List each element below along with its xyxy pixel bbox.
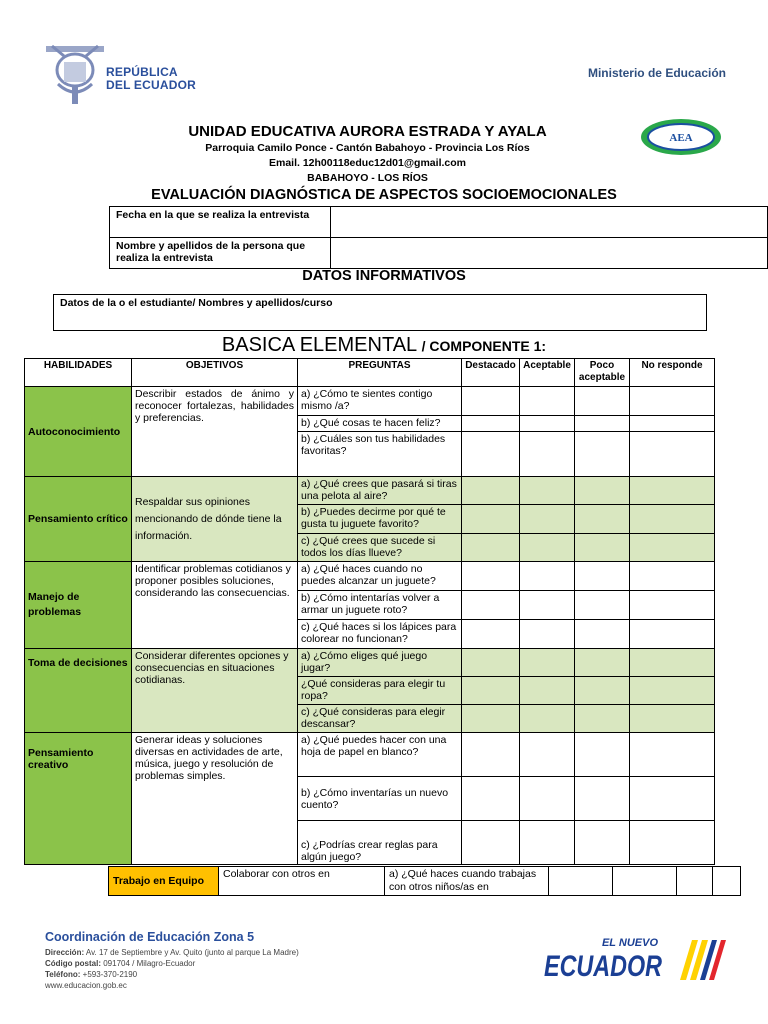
rating-cell[interactable] — [630, 677, 715, 705]
rating-cell[interactable] — [462, 387, 520, 416]
rating-cell[interactable] — [575, 777, 630, 821]
rating-cell[interactable] — [520, 534, 575, 562]
question-cell: a) ¿Qué haces cuando no puedes alcanzar un juguete? — [298, 562, 462, 591]
interview-date-label: Fecha en la que se realiza la entrevista — [110, 207, 331, 238]
rating-cell[interactable] — [520, 620, 575, 649]
rating-cell[interactable] — [575, 620, 630, 649]
objective-manejo-de-problemas: Identificar problemas cotidianos y proponer posibles soluciones, considerando las consecuencias. — [132, 562, 298, 649]
republica-label: REPÚBLICA DEL ECUADOR — [106, 65, 196, 92]
rating-cell[interactable] — [630, 591, 715, 620]
rating-cell[interactable] — [575, 562, 630, 591]
objective-pensamiento-creativo: Generar ideas y soluciones diversas en actividades de arte, música, juego y resolución de problemas simples. — [132, 733, 298, 865]
rating-cell[interactable] — [520, 562, 575, 591]
section-component: / COMPONENTE 1: — [421, 338, 547, 354]
rating-cell[interactable] — [677, 867, 713, 896]
rating-cell[interactable] — [575, 705, 630, 733]
skill-trabajo-en-equipo: Trabajo en Equipo — [109, 867, 219, 896]
footer-postal: Código postal: 091704 / Milagro-Ecuador — [45, 959, 196, 968]
school-address: Parroquia Camilo Ponce - Cantón Babahoyo - Provincia Los Ríos — [205, 142, 530, 154]
table-row — [25, 733, 715, 777]
rating-cell[interactable] — [462, 432, 520, 477]
rating-cell[interactable] — [630, 705, 715, 733]
question-cell: a) ¿Qué haces cuando trabajas con otros niños/as en — [385, 867, 549, 896]
rating-cell[interactable] — [575, 534, 630, 562]
rating-cell[interactable] — [462, 705, 520, 733]
rating-cell[interactable] — [520, 591, 575, 620]
header-destacado: Destacado — [462, 359, 520, 387]
student-data-field[interactable] — [53, 294, 707, 331]
evaluation-title: EVALUACIÓN DIAGNÓSTICA DE ASPECTOS SOCIOEMOCIONALES — [151, 187, 617, 203]
rating-cell[interactable] — [575, 591, 630, 620]
rating-cell[interactable] — [575, 821, 630, 865]
rating-cell[interactable] — [520, 477, 575, 505]
rating-cell[interactable] — [462, 733, 520, 777]
table-row — [25, 649, 715, 677]
header-preguntas: PREGUNTAS — [298, 359, 462, 387]
table-row — [109, 867, 741, 896]
footer-address: Dirección: Av. 17 de Septiembre y Av. Quito (junto al parque La Madre) — [45, 948, 299, 957]
skills-table — [24, 358, 715, 865]
datos-title: DATOS INFORMATIVOS — [302, 268, 466, 284]
objective-autoconocimiento: Describir estados de ánimo y reconocer fortalezas, habilidades y preferencias. — [132, 387, 298, 477]
footer-phone: Teléfono: +593-370-2190 — [45, 970, 138, 979]
objective-toma-de-decisiones: Considerar diferentes opciones y consecuencias en situaciones cotidianas. — [132, 649, 298, 733]
rating-cell[interactable] — [630, 505, 715, 534]
skill-pensamiento-creativo: Pensamiento creativo — [25, 733, 132, 865]
question-cell: a) ¿Qué puedes hacer con una hoja de papel en blanco? — [298, 733, 462, 777]
team-table — [108, 866, 741, 896]
rating-cell[interactable] — [462, 505, 520, 534]
rating-cell[interactable] — [713, 867, 741, 896]
school-logo-text: AEA — [669, 132, 693, 144]
question-cell: b) ¿Cuáles son tus habilidades favoritas? — [298, 432, 462, 477]
rating-cell[interactable] — [520, 677, 575, 705]
ecuador-coat-of-arms-icon — [44, 40, 106, 106]
rating-cell[interactable] — [462, 649, 520, 677]
rating-cell[interactable] — [520, 416, 575, 432]
header-habilidades: HABILIDADES — [25, 359, 132, 387]
school-name: UNIDAD EDUCATIVA AURORA ESTRADA Y AYALA — [188, 123, 547, 140]
skill-pensamiento-critico: Pensamiento crítico — [25, 477, 132, 562]
rating-cell[interactable] — [575, 432, 630, 477]
rating-cell[interactable] — [462, 562, 520, 591]
table-row — [25, 562, 715, 591]
rating-cell[interactable] — [462, 477, 520, 505]
question-cell: b) ¿Cómo inventarías un nuevo cuento? — [298, 777, 462, 821]
section-name: BASICA ELEMENTAL — [221, 334, 418, 356]
rating-cell[interactable] — [462, 591, 520, 620]
rating-cell[interactable] — [575, 677, 630, 705]
school-logo-icon — [640, 118, 722, 156]
header-poco-aceptable: Poco aceptable — [575, 359, 630, 387]
question-cell: b) ¿Cómo intentarías volver a armar un juguete roto? — [298, 591, 462, 620]
rating-cell[interactable] — [630, 733, 715, 777]
rating-cell[interactable] — [462, 677, 520, 705]
skill-autoconocimiento: Autoconocimiento — [25, 387, 132, 477]
question-cell: ¿Qué consideras para elegir tu ropa? — [298, 677, 462, 705]
rating-cell[interactable] — [549, 867, 613, 896]
rating-cell[interactable] — [575, 387, 630, 416]
question-cell: c) ¿Qué haces si los lápices para colorear no funcionan? — [298, 620, 462, 649]
rating-cell[interactable] — [630, 534, 715, 562]
header-aceptable: Aceptable — [520, 359, 575, 387]
rating-cell[interactable] — [462, 620, 520, 649]
rating-cell[interactable] — [520, 705, 575, 733]
rating-cell[interactable] — [462, 534, 520, 562]
rating-cell[interactable] — [575, 477, 630, 505]
rating-cell[interactable] — [630, 387, 715, 416]
rating-cell[interactable] — [613, 867, 677, 896]
rating-cell[interactable] — [520, 505, 575, 534]
objective-pensamiento-critico: Respaldar sus opiniones mencionando de dónde tiene la información. — [132, 477, 298, 562]
rating-cell[interactable] — [520, 649, 575, 677]
table-row — [25, 477, 715, 505]
rating-cell[interactable] — [630, 620, 715, 649]
rating-cell[interactable] — [520, 387, 575, 416]
rating-cell[interactable] — [630, 416, 715, 432]
footer-title: Coordinación de Educación Zona 5 — [45, 930, 255, 944]
question-cell: b) ¿Puedes decirme por qué te gusta tu juguete favorito? — [298, 505, 462, 534]
interviewer-name-label: Nombre y apellidos de la persona que realiza la entrevista — [110, 238, 331, 269]
footer-website[interactable]: www.educacion.gob.ec — [45, 981, 127, 990]
question-cell: c) ¿Podrías crear reglas para algún juego? — [298, 821, 462, 865]
rating-cell[interactable] — [520, 733, 575, 777]
rating-cell[interactable] — [630, 432, 715, 477]
interviewer-name-field[interactable] — [331, 238, 768, 269]
table-header-row — [25, 359, 715, 387]
question-cell: a) ¿Cómo eliges qué juego jugar? — [298, 649, 462, 677]
table-row — [25, 387, 715, 416]
rating-cell[interactable] — [630, 649, 715, 677]
rating-cell[interactable] — [462, 416, 520, 432]
rating-cell[interactable] — [575, 505, 630, 534]
rating-cell[interactable] — [575, 733, 630, 777]
school-city: BABAHOYO - LOS RÍOS — [307, 172, 428, 184]
question-cell: c) ¿Qué consideras para elegir descansar? — [298, 705, 462, 733]
rating-cell[interactable] — [630, 777, 715, 821]
question-cell: b) ¿Qué cosas te hacen feliz? — [298, 416, 462, 432]
student-data-label: Datos de la o el estudiante/ Nombres y apellidos/curso — [60, 297, 333, 309]
objective-trabajo-en-equipo: Colaborar con otros en — [219, 867, 385, 896]
interview-date-field[interactable] — [331, 207, 768, 238]
skill-toma-de-decisiones: Toma de decisiones — [25, 649, 132, 733]
rating-cell[interactable] — [630, 821, 715, 865]
svg-text:ECUADOR: ECUADOR — [544, 950, 663, 983]
skill-manejo-de-problemas: Manejo de problemas — [25, 562, 132, 649]
rating-cell[interactable] — [520, 777, 575, 821]
rating-cell[interactable] — [462, 777, 520, 821]
rating-cell[interactable] — [575, 416, 630, 432]
rating-cell[interactable] — [630, 477, 715, 505]
school-email: Email. 12h00118educ12d01@gmail.com — [268, 157, 466, 169]
rating-cell[interactable] — [520, 821, 575, 865]
rating-cell[interactable] — [462, 821, 520, 865]
header-no-responde: No responde — [630, 359, 715, 387]
question-cell: a) ¿Qué crees que pasará si tiras una pelota al aire? — [298, 477, 462, 505]
interview-table — [109, 206, 768, 269]
rating-cell[interactable] — [630, 562, 715, 591]
section-title — [0, 334, 768, 357]
rating-cell[interactable] — [520, 432, 575, 477]
svg-text:EL NUEVO: EL NUEVO — [601, 937, 658, 949]
question-cell: a) ¿Cómo te sientes contigo mismo /a? — [298, 387, 462, 416]
el-nuevo-ecuador-logo-icon — [540, 932, 730, 984]
header-objetivos: OBJETIVOS — [132, 359, 298, 387]
question-cell: c) ¿Qué crees que sucede si todos los días llueve? — [298, 534, 462, 562]
ministerio-label: Ministerio de Educación — [587, 66, 726, 80]
rating-cell[interactable] — [575, 649, 630, 677]
